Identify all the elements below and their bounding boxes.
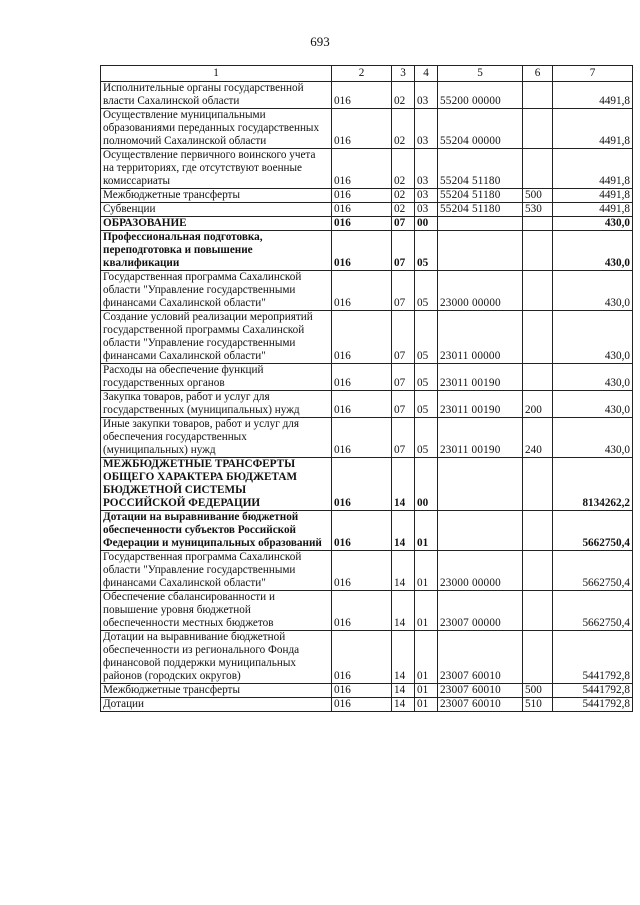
row-target-article: 55204 00000: [438, 109, 523, 149]
row-name: Осуществление муниципальными образованиями переданных государственных полномочий Сахалинской области: [101, 109, 332, 149]
row-admin-code: 016: [332, 109, 392, 149]
row-name: Межбюджетные трансферты: [101, 189, 332, 203]
row-name: Осуществление первичного воинского учета на территориях, где отсутствуют военные комиссариаты: [101, 149, 332, 189]
row-amount: 430,0: [553, 271, 633, 311]
row-subsection: 05: [415, 231, 438, 271]
table-row: [101, 189, 633, 203]
row-amount: 4491,8: [553, 203, 633, 217]
row-amount: 5441792,8: [553, 698, 633, 712]
row-section: 07: [392, 217, 415, 231]
row-amount: 5441792,8: [553, 631, 633, 684]
row-admin-code: 016: [332, 82, 392, 109]
row-expense-type: [523, 217, 553, 231]
row-target-article: 23000 00000: [438, 271, 523, 311]
row-admin-code: 016: [332, 311, 392, 364]
row-admin-code: 016: [332, 458, 392, 511]
row-name: Иные закупки товаров, работ и услуг для обеспечения государственных (муниципальных) нужд: [101, 418, 332, 458]
table-row: [101, 231, 633, 271]
row-amount: 5662750,4: [553, 511, 633, 551]
row-name: Закупка товаров, работ и услуг для государственных (муниципальных) нужд: [101, 391, 332, 418]
header-col-7: 7: [553, 66, 633, 82]
row-amount: 430,0: [553, 217, 633, 231]
row-name: Межбюджетные трансферты: [101, 684, 332, 698]
row-section: 14: [392, 458, 415, 511]
row-subsection: 01: [415, 591, 438, 631]
header-col-1: 1: [101, 66, 332, 82]
row-amount: 430,0: [553, 311, 633, 364]
row-section: 14: [392, 591, 415, 631]
row-admin-code: 016: [332, 271, 392, 311]
row-name: Дотации на выравнивание бюджетной обеспеченности из регионального Фонда финансовой поддержки муниципальных районов (городских округов): [101, 631, 332, 684]
table-row: [101, 418, 633, 458]
row-section: 02: [392, 203, 415, 217]
row-section: 14: [392, 631, 415, 684]
row-target-article: 23011 00000: [438, 311, 523, 364]
row-expense-type: 240: [523, 418, 553, 458]
header-row: [101, 66, 633, 82]
row-expense-type: [523, 591, 553, 631]
row-expense-type: [523, 82, 553, 109]
row-section: 07: [392, 271, 415, 311]
row-expense-type: [523, 631, 553, 684]
row-subsection: 05: [415, 271, 438, 311]
row-subsection: 01: [415, 511, 438, 551]
row-name: Расходы на обеспечение функций государственных органов: [101, 364, 332, 391]
row-subsection: 03: [415, 189, 438, 203]
row-amount: 430,0: [553, 364, 633, 391]
table-row: [101, 591, 633, 631]
row-subsection: 03: [415, 203, 438, 217]
table-row: [101, 684, 633, 698]
row-admin-code: 016: [332, 231, 392, 271]
row-admin-code: 016: [332, 391, 392, 418]
row-name: Создание условий реализации мероприятий государственной программы Сахалинской области "Управление государственными финансами Сахалинской области": [101, 311, 332, 364]
row-admin-code: 016: [332, 418, 392, 458]
header-col-2: 2: [332, 66, 392, 82]
row-section: 02: [392, 189, 415, 203]
row-target-article: [438, 231, 523, 271]
budget-table: [100, 65, 633, 712]
row-section: 07: [392, 418, 415, 458]
row-amount: 4491,8: [553, 149, 633, 189]
row-target-article: 23007 60010: [438, 698, 523, 712]
row-expense-type: 200: [523, 391, 553, 418]
table-row: [101, 82, 633, 109]
row-amount: 4491,8: [553, 109, 633, 149]
row-admin-code: 016: [332, 149, 392, 189]
row-section: 07: [392, 231, 415, 271]
table-body: [101, 82, 633, 712]
row-name: Профессиональная подготовка, переподготовка и повышение квалификации: [101, 231, 332, 271]
table-row: [101, 109, 633, 149]
row-subsection: 03: [415, 82, 438, 109]
row-target-article: 55204 51180: [438, 203, 523, 217]
row-target-article: 55204 51180: [438, 189, 523, 203]
row-expense-type: [523, 364, 553, 391]
table-row: [101, 364, 633, 391]
row-name: Государственная программа Сахалинской области "Управление государственными финансами Сахалинской области": [101, 271, 332, 311]
row-name: Субвенции: [101, 203, 332, 217]
row-section: 14: [392, 698, 415, 712]
row-expense-type: [523, 231, 553, 271]
row-expense-type: [523, 271, 553, 311]
row-target-article: 23007 00000: [438, 591, 523, 631]
row-amount: 4491,8: [553, 189, 633, 203]
row-section: 02: [392, 149, 415, 189]
row-name: Исполнительные органы государственной власти Сахалинской области: [101, 82, 332, 109]
row-expense-type: [523, 511, 553, 551]
row-subsection: 01: [415, 698, 438, 712]
row-expense-type: 500: [523, 189, 553, 203]
row-subsection: 00: [415, 217, 438, 231]
header-col-6: 6: [523, 66, 553, 82]
row-name: Государственная программа Сахалинской области "Управление государственными финансами Сахалинской области": [101, 551, 332, 591]
table-row: [101, 149, 633, 189]
row-subsection: 05: [415, 364, 438, 391]
row-amount: 430,0: [553, 231, 633, 271]
row-section: 07: [392, 391, 415, 418]
row-target-article: 23007 60010: [438, 684, 523, 698]
row-amount: 4491,8: [553, 82, 633, 109]
row-subsection: 00: [415, 458, 438, 511]
row-target-article: [438, 458, 523, 511]
row-name: МЕЖБЮДЖЕТНЫЕ ТРАНСФЕРТЫ ОБЩЕГО ХАРАКТЕРА БЮДЖЕТАМ БЮДЖЕТНОЙ СИСТЕМЫ РОССИЙСКОЙ ФЕДЕРАЦИИ: [101, 458, 332, 511]
table-row: [101, 203, 633, 217]
row-expense-type: [523, 311, 553, 364]
row-section: 14: [392, 684, 415, 698]
row-section: 14: [392, 551, 415, 591]
header-col-5: 5: [438, 66, 523, 82]
row-expense-type: [523, 149, 553, 189]
row-amount: 5441792,8: [553, 684, 633, 698]
row-target-article: [438, 511, 523, 551]
row-subsection: 05: [415, 418, 438, 458]
row-admin-code: 016: [332, 591, 392, 631]
row-amount: 430,0: [553, 391, 633, 418]
table-row: [101, 271, 633, 311]
row-subsection: 03: [415, 149, 438, 189]
row-target-article: 55204 51180: [438, 149, 523, 189]
row-section: 07: [392, 311, 415, 364]
row-admin-code: 016: [332, 631, 392, 684]
row-expense-type: 530: [523, 203, 553, 217]
row-subsection: 05: [415, 391, 438, 418]
page-number: 693: [310, 34, 330, 49]
row-admin-code: 016: [332, 511, 392, 551]
row-admin-code: 016: [332, 684, 392, 698]
row-admin-code: 016: [332, 551, 392, 591]
row-name: Дотации на выравнивание бюджетной обеспеченности субъектов Российской Федерации и муниципальных образований: [101, 511, 332, 551]
row-subsection: 05: [415, 311, 438, 364]
table-row: [101, 217, 633, 231]
row-expense-type: [523, 551, 553, 591]
row-section: 07: [392, 364, 415, 391]
row-expense-type: 500: [523, 684, 553, 698]
row-expense-type: [523, 458, 553, 511]
row-section: 02: [392, 109, 415, 149]
row-target-article: 23011 00190: [438, 364, 523, 391]
row-target-article: 23000 00000: [438, 551, 523, 591]
row-admin-code: 016: [332, 217, 392, 231]
row-target-article: 23011 00190: [438, 418, 523, 458]
table-row: [101, 631, 633, 684]
table-row: [101, 698, 633, 712]
row-amount: 5662750,4: [553, 551, 633, 591]
row-admin-code: 016: [332, 203, 392, 217]
row-target-article: 55200 00000: [438, 82, 523, 109]
table-row: [101, 391, 633, 418]
row-subsection: 01: [415, 551, 438, 591]
table-row: [101, 551, 633, 591]
row-amount: 430,0: [553, 418, 633, 458]
header-col-4: 4: [415, 66, 438, 82]
row-name: ОБРАЗОВАНИЕ: [101, 217, 332, 231]
header-col-3: 3: [392, 66, 415, 82]
row-subsection: 01: [415, 631, 438, 684]
row-name: Обеспечение сбалансированности и повышение уровня бюджетной обеспеченности местных бюджетов: [101, 591, 332, 631]
row-admin-code: 016: [332, 189, 392, 203]
table-row: [101, 511, 633, 551]
row-expense-type: [523, 109, 553, 149]
row-section: 02: [392, 82, 415, 109]
table-row: [101, 311, 633, 364]
row-admin-code: 016: [332, 364, 392, 391]
row-amount: 5662750,4: [553, 591, 633, 631]
row-expense-type: 510: [523, 698, 553, 712]
row-name: Дотации: [101, 698, 332, 712]
row-target-article: 23007 60010: [438, 631, 523, 684]
table-row: [101, 458, 633, 511]
row-section: 14: [392, 511, 415, 551]
row-subsection: 03: [415, 109, 438, 149]
row-target-article: [438, 217, 523, 231]
row-admin-code: 016: [332, 698, 392, 712]
row-subsection: 01: [415, 684, 438, 698]
row-target-article: 23011 00190: [438, 391, 523, 418]
row-amount: 8134262,2: [553, 458, 633, 511]
